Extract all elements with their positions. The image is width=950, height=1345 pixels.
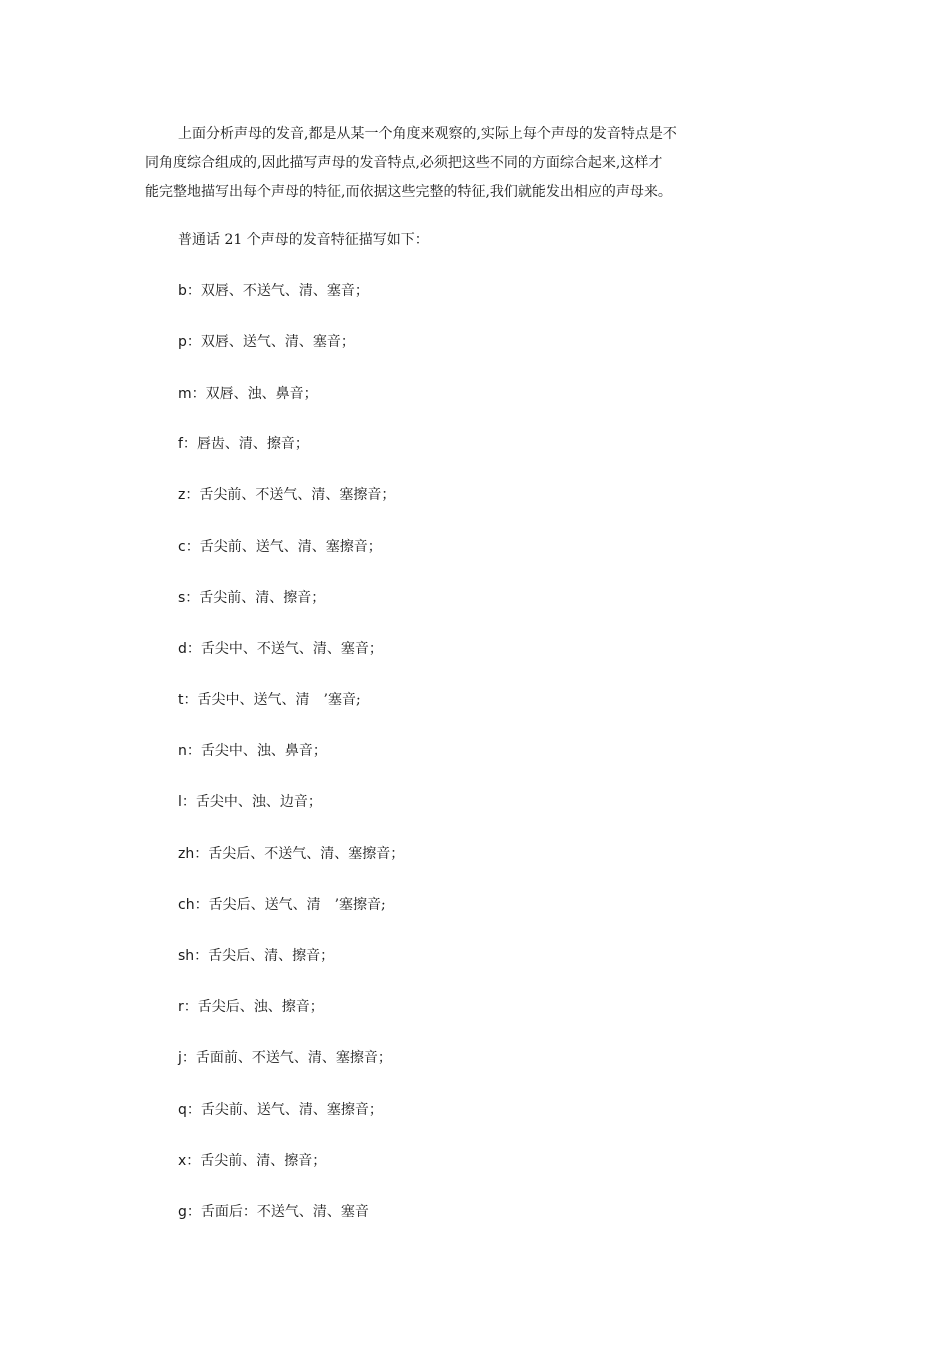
initial-description: 舌面后：不送气、清、塞音	[200, 1204, 369, 1220]
initial-item-zh	[178, 844, 404, 864]
initial-description: 舌尖前、送气、清、塞擦音；	[199, 539, 382, 555]
initial-item-ch	[178, 895, 386, 915]
initial-code: g：	[178, 1204, 201, 1220]
initial-code: s：	[178, 590, 200, 606]
initial-item-r	[178, 997, 324, 1017]
initial-item-p	[178, 332, 355, 352]
initial-description: 舌面前、不送气、清、塞擦音；	[195, 1050, 392, 1066]
initial-item-m	[178, 384, 318, 404]
list-heading: 普通话 21 个声母的发音特征描写如下：	[178, 232, 429, 248]
initial-code: x：	[178, 1153, 201, 1169]
initial-description: 舌尖后、送气、清 ’塞擦音;	[208, 897, 386, 913]
initial-item-b	[178, 281, 369, 301]
initial-code: b：	[178, 283, 201, 299]
initial-code: zh：	[178, 846, 209, 862]
initial-item-n	[178, 741, 327, 761]
initial-code: l：	[178, 794, 196, 810]
initial-code: j：	[178, 1050, 196, 1066]
initial-description: 舌尖前、清、擦音；	[200, 1153, 327, 1169]
initial-code: f：	[178, 436, 197, 452]
initial-item-z	[178, 485, 395, 505]
initial-item-c	[178, 537, 382, 557]
initial-code: p：	[178, 334, 201, 350]
initial-description: 舌尖前、送气、清、塞擦音；	[200, 1102, 383, 1118]
initial-description: 舌尖后、浊、擦音；	[197, 999, 324, 1015]
initial-item-g	[178, 1202, 369, 1222]
initial-code: n：	[178, 743, 201, 759]
initial-description: 双唇、送气、清、塞音；	[200, 334, 355, 350]
initial-item-t	[178, 690, 361, 710]
initial-description: 舌尖前、不送气、清、塞擦音；	[199, 487, 396, 503]
initial-description: 唇齿、清、擦音；	[196, 436, 309, 452]
initial-description: 舌尖中、浊、鼻音；	[200, 743, 327, 759]
initial-item-x	[178, 1151, 326, 1171]
initial-item-q	[178, 1100, 383, 1120]
initial-code: r：	[178, 999, 198, 1015]
initial-item-l	[178, 792, 322, 812]
initial-description: 舌尖后、清、擦音；	[208, 948, 335, 964]
intro-line: 上面分析声母的发音,都是从某一个角度来观察的,实际上每个声母的发音特点是不	[178, 126, 677, 142]
initial-code: z：	[178, 487, 200, 503]
initial-description: 舌尖中、送气、清 ’塞音;	[197, 692, 361, 708]
initial-code: q：	[178, 1102, 201, 1118]
initial-item-s	[178, 588, 325, 608]
intro-line: 能完整地描写出每个声母的特征,而依据这些完整的特征,我们就能发出相应的声母来。	[145, 184, 672, 200]
intro-paragraph	[145, 120, 715, 207]
initial-item-j	[178, 1048, 392, 1068]
initial-code: c：	[178, 539, 200, 555]
initial-description: 舌尖前、清、擦音；	[199, 590, 326, 606]
initial-description: 舌尖中、浊、边音；	[195, 794, 322, 810]
initial-description: 舌尖中、不送气、清、塞音；	[200, 641, 383, 657]
initial-item-sh	[178, 946, 334, 966]
initial-code: d：	[178, 641, 201, 657]
initial-item-d	[178, 639, 383, 659]
initial-code: m：	[178, 386, 206, 402]
initial-description: 舌尖后、不送气、清、塞擦音；	[208, 846, 405, 862]
initial-code: t：	[178, 692, 198, 708]
initial-code: sh：	[178, 948, 209, 964]
initial-item-f	[178, 434, 309, 454]
initial-description: 双唇、浊、鼻音；	[205, 386, 318, 402]
intro-line: 同角度综合组成的,因此描写声母的发音特点,必须把这些不同的方面综合起来,这样才	[145, 155, 663, 171]
initial-code: ch：	[178, 897, 209, 913]
initial-description: 双唇、不送气、清、塞音；	[200, 283, 369, 299]
